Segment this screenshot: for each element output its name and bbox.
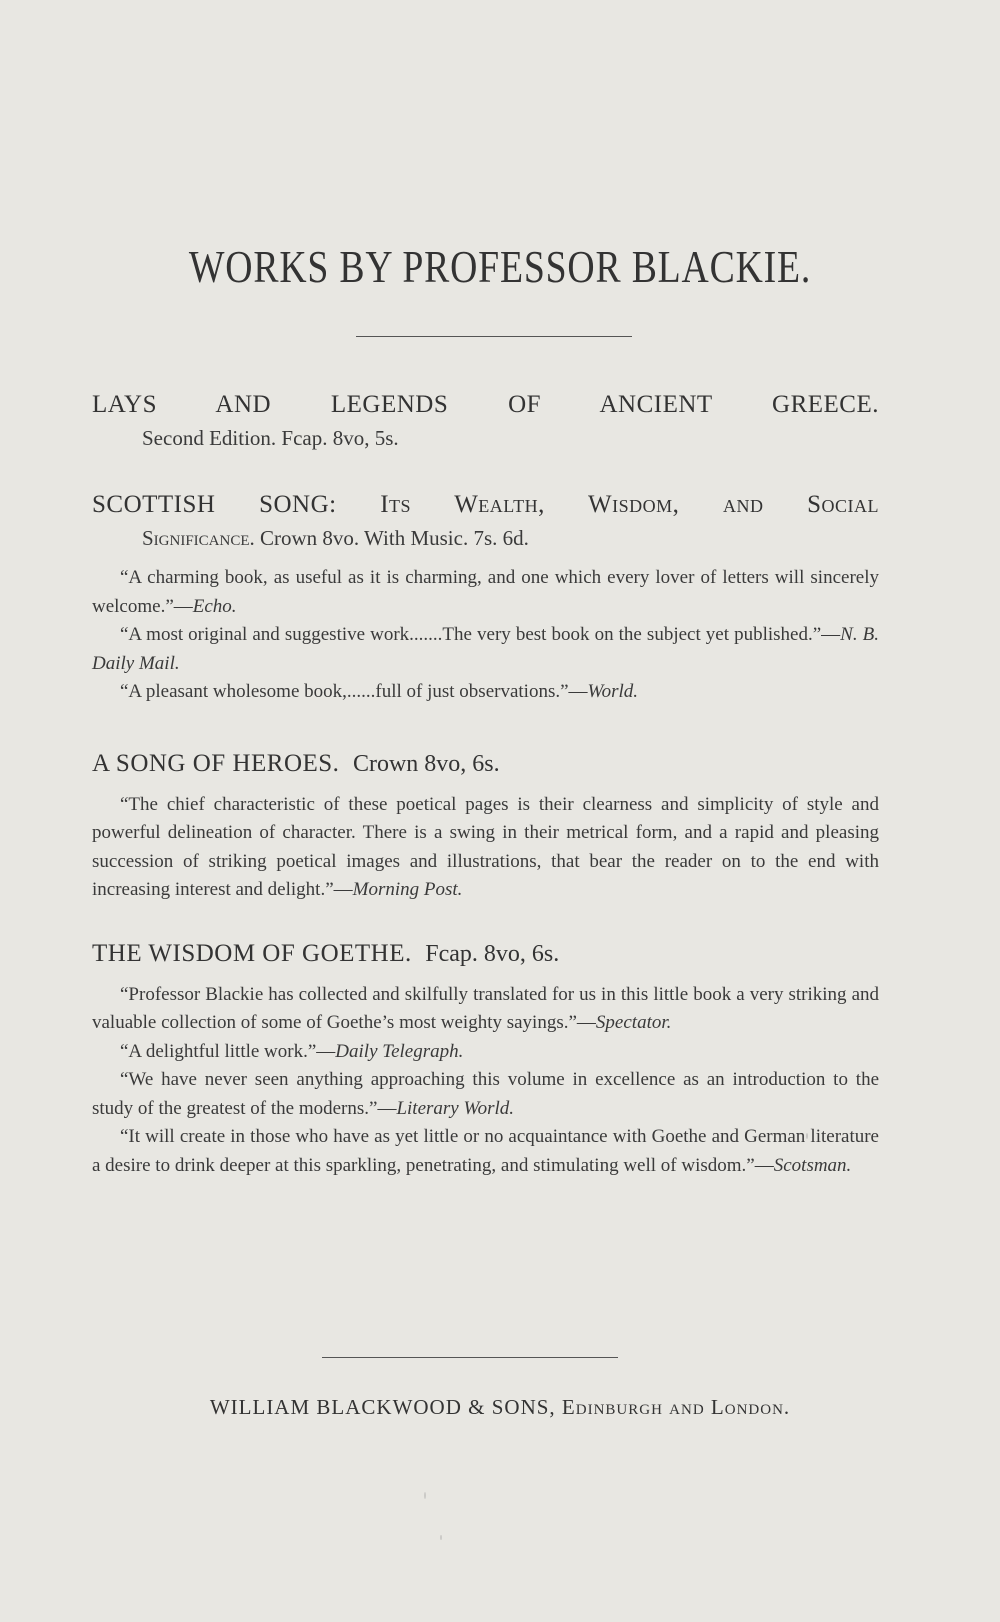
book-title-subtitle: Its Wealth, Wisdom, and Social bbox=[380, 491, 879, 518]
review-source: Daily Telegraph. bbox=[335, 1040, 464, 1062]
book-detail-price: Fcap. 8vo, 6s. bbox=[425, 940, 560, 967]
publisher-imprint bbox=[0, 1395, 1000, 1420]
top-divider bbox=[356, 336, 632, 337]
publisher-location: Edinburgh and London. bbox=[561, 1395, 791, 1419]
book-list bbox=[92, 388, 879, 1180]
book-title-subtitle-cont: Significance. bbox=[142, 526, 255, 550]
book-detail bbox=[142, 522, 879, 554]
book-title-main: SCOTTISH SONG: bbox=[92, 491, 337, 518]
review-quote: “A pleasant wholesome book,......full of just observations.”—World. bbox=[120, 681, 639, 702]
book-entry-wisdom-of-goethe bbox=[92, 937, 879, 1181]
paper-speck bbox=[806, 1133, 808, 1139]
review-source: Echo. bbox=[192, 595, 237, 617]
bottom-divider bbox=[322, 1357, 618, 1358]
review-source: Literary World. bbox=[396, 1097, 514, 1119]
book-entry-scottish-song bbox=[92, 488, 879, 707]
review-source: World. bbox=[587, 681, 639, 702]
review-quote: “A delightful little work.”—Daily Telegraph. bbox=[120, 1040, 464, 1062]
book-title bbox=[92, 747, 879, 781]
review-quote: “A charming book, as useful as it is charming, and one which every lover of letters will sincerely welcome.”—Echo. bbox=[92, 567, 879, 617]
review-quote: “Professor Blackie has collected and skilfully translated for us in this little book a very striking and valuable collection of some of Goethe’s most weighty sayings.”—Spectator. bbox=[92, 983, 879, 1033]
book-entry-song-of-heroes bbox=[92, 747, 879, 905]
review-source: Scotsman. bbox=[773, 1154, 852, 1176]
review-quote: “A most original and suggestive work.......The very best book on the subject yet published.”—N. B. Daily Mail. bbox=[92, 624, 879, 674]
book-title bbox=[92, 937, 879, 971]
book-title-main: THE WISDOM OF GOETHE. bbox=[92, 939, 412, 967]
review-source: N. B. Daily Mail. bbox=[92, 624, 879, 674]
review-quote: “It will create in those who have as yet little or no acquaintance with Goethe and German literature a desire to drink deeper at this sparkling, penetrating, and stimulating well of wisdom.”—Scotsman. bbox=[92, 1126, 879, 1176]
review-source: Spectator. bbox=[595, 1012, 672, 1033]
book-title-main: A SONG OF HEROES. bbox=[92, 749, 340, 777]
review-source: Morning Post. bbox=[352, 879, 463, 900]
book-detail: Second Edition. Fcap. 8vo, 5s. bbox=[142, 426, 399, 450]
publisher-name: WILLIAM BLACKWOOD & SONS, bbox=[209, 1395, 556, 1419]
book-detail-price: Crown 8vo, 6s. bbox=[352, 750, 500, 777]
book-title: LAYS AND LEGENDS OF ANCIENT GREECE. bbox=[92, 391, 879, 418]
paper-speck bbox=[440, 1535, 442, 1540]
paper-speck bbox=[424, 1492, 426, 1499]
book-title bbox=[92, 488, 879, 522]
review-quote: “The chief characteristic of these poetical pages is their clearness and simplicity of style and powerful delineation of character. There is a swing in their metrical form, and a rapid and pleasing succession of striking poetical images and illustrations, that bear the reader on to the end with increasing interest and delight.”—Morning Post. bbox=[92, 793, 879, 900]
book-entry-lays bbox=[92, 388, 879, 488]
page-title: WORKS BY PROFESSOR BLACKIE. bbox=[188, 241, 812, 292]
review-quote: “We have never seen anything approaching this volume in excellence as an introduction to the study of the greatest of the moderns.”—Literary World. bbox=[92, 1069, 879, 1119]
book-detail-price: Crown 8vo. With Music. 7s. 6d. bbox=[254, 526, 529, 550]
